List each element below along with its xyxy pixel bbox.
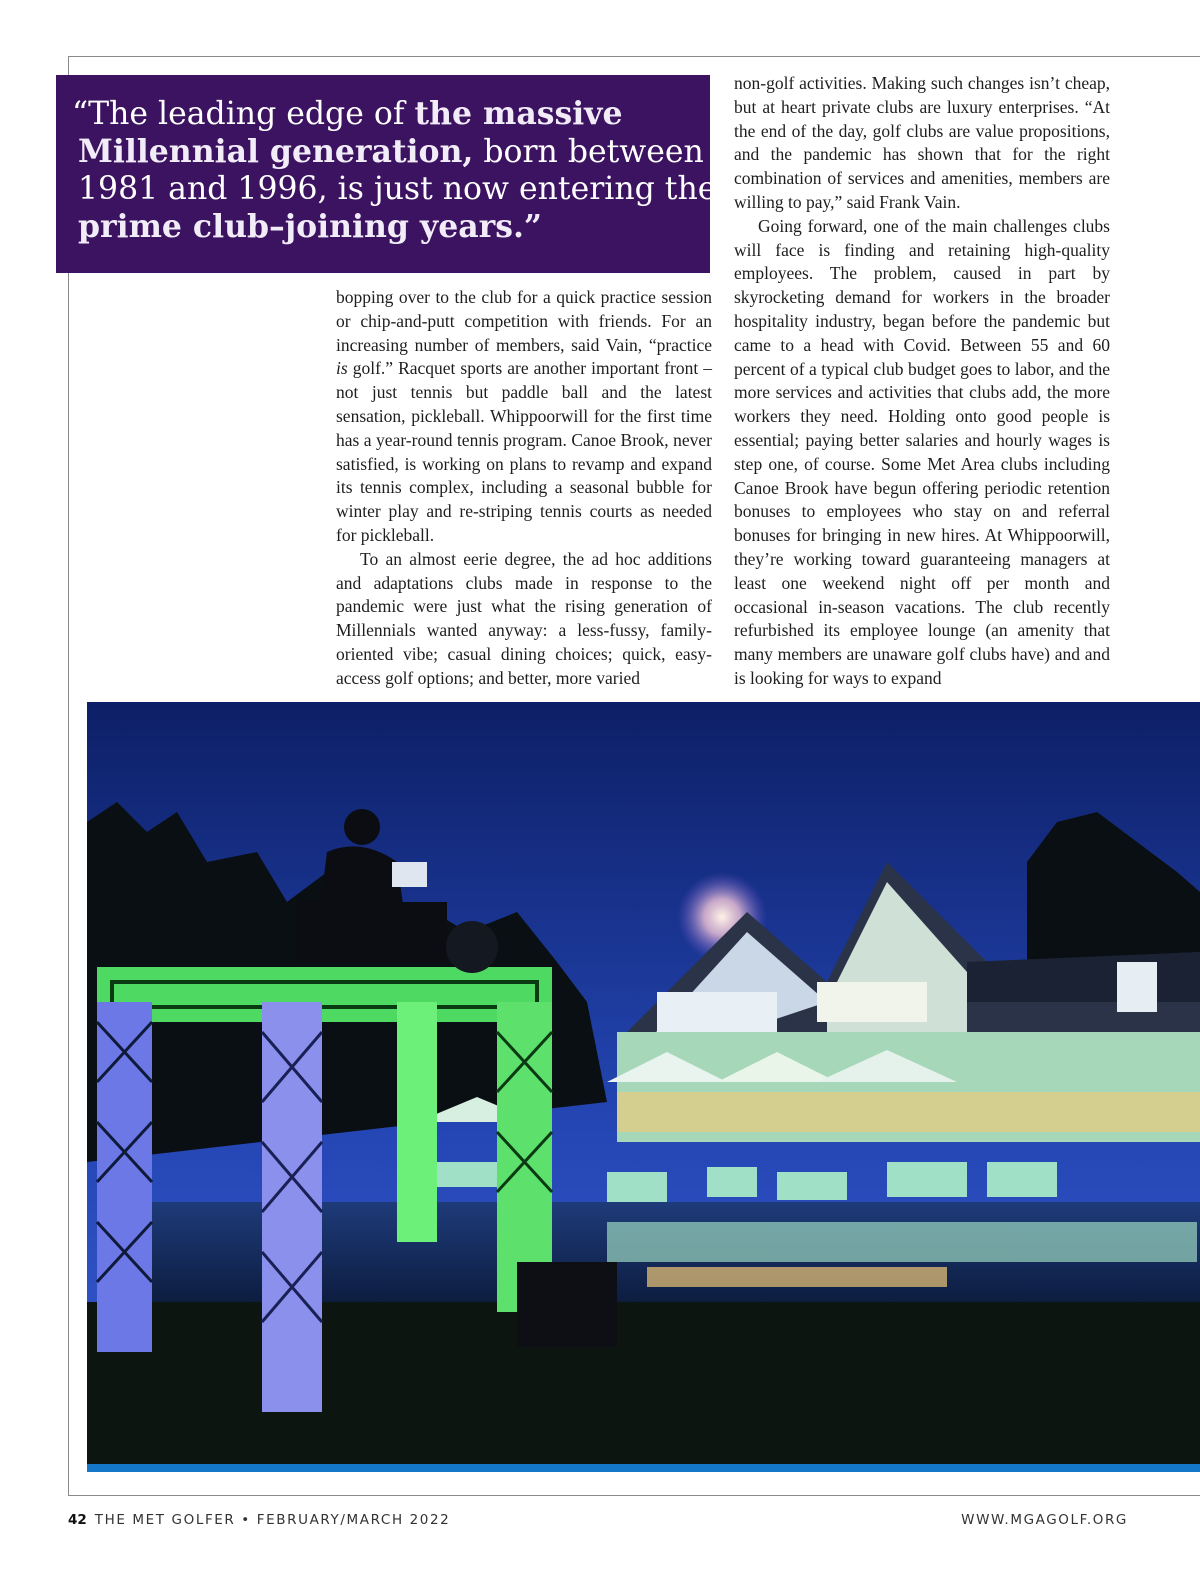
left-paragraph-2: To an almost eerie degree, the ad hoc additions and adaptations clubs made in response to the pandemic were just what the rising generation of Millennials wanted anyway: a less-fussy, family-oriented vibe; casual dining choices; quick, easy-access golf options; and better, more varied	[336, 548, 712, 688]
pull-quote-text	[72, 95, 717, 245]
photo-illustration	[87, 702, 1200, 1465]
page-frame-bottom	[68, 1495, 1200, 1496]
left-p1-before: bopping over to the club for a quick practice session or chip-and-putt competition with friends. For an increasing number of members, said Vain, “practice	[336, 287, 712, 355]
event-night-photo	[87, 702, 1200, 1465]
speaker-box	[517, 1262, 617, 1347]
pull-quote-line3: 1981 and 1996, is just now entering the	[78, 171, 717, 207]
right-paragraph-2: Going forward, one of the main challenges clubs will face is finding and retaining high-quality employees. The problem, caused in part by skyrocketing demand for workers in the broader hospitality industry, began before the pandemic but came to a head with Covid. Between 55 and 60 percent of a typical club budget goes to labor, and the more services and activities that clubs add, the more workers they need. Holding onto good people is essential; paying better salaries and hourly wages is step one, of course. Some Met Area clubs including Canoe Brook have begun offering periodic retention bonuses to employees who stay on and referral bonuses for bringing in new hires. At Whippoorwill, they’re working toward guaranteeing managers at least one weekend night off per month and occasional in-season vacations. The club recently refurbished its employee lounge (an amenity that many members are unaware golf clubs have) and and is looking for ways to expand	[734, 215, 1110, 688]
left-p1-emphasis: is	[336, 358, 348, 379]
pull-quote-line4-bold: prime club–joining years.”	[78, 208, 543, 245]
article-column-left	[336, 286, 712, 691]
left-p1-after: golf.” Racquet sports are another important front – not just tennis but paddle ball and the latest sensation, pickleball. Whippoorwill for the first time has a year-round tennis program. Canoe Brook, never satisfied, is working on plans to revamp and expand its tennis complex, including a seasonal bubble for winter play and re-striping tennis courts as needed for pickleball.	[336, 358, 712, 545]
pull-quote-line2-plain: born between	[473, 134, 704, 170]
publication-line: THE MET GOLFER • FEBRUARY/MARCH 2022	[94, 1512, 451, 1528]
page-frame-top	[68, 56, 1200, 57]
article-column-right	[734, 72, 1110, 691]
stage-light	[446, 921, 498, 973]
photo-accent-bar	[87, 1464, 1200, 1472]
left-paragraph-1	[336, 286, 712, 548]
right-paragraph-1: non-golf activities. Making such changes isn’t cheap, but at heart private clubs are luxury enterprises. “At the end of the day, golf clubs are value propositions, and the pandemic has shown that for the right combination of services and amenities, members are willing to pay,” said Frank Vain.	[734, 73, 1110, 212]
pull-quote	[56, 75, 717, 273]
pull-quote-line1-plain: “The leading edge of	[72, 96, 415, 132]
page-number: 42	[68, 1512, 87, 1528]
folio	[68, 1512, 450, 1528]
lawn	[87, 1302, 1200, 1465]
pull-quote-line2-bold: Millennial generation,	[78, 133, 474, 170]
website-url: WWW.MGAGOLF.ORG	[961, 1512, 1128, 1528]
pull-quote-line1-bold: the massive	[414, 95, 623, 132]
